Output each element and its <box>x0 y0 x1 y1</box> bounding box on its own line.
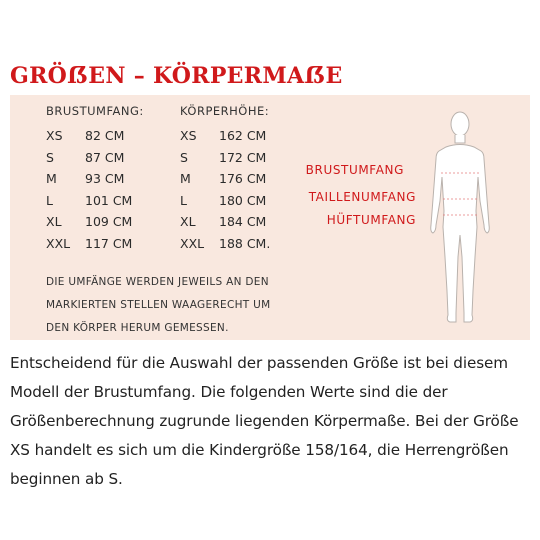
size-value: 188 CM. <box>219 235 271 251</box>
size-value: 180 CM <box>219 192 267 208</box>
size-label: XXL <box>46 235 71 251</box>
size-label: L <box>180 192 187 208</box>
chest-header: BRUSTUMFANG: <box>46 104 144 118</box>
table-row <box>46 125 144 147</box>
measurement-note: DIE UMFÄNGE WERDEN JEWEILS AN DEN MARKIERTEN STELLEN WAAGERECHT UM DEN KÖRPER HERUM GEMESSEN. <box>46 276 271 334</box>
size-label: S <box>180 149 188 165</box>
height-column <box>180 103 270 254</box>
table-row <box>46 233 144 255</box>
table-row <box>180 211 270 233</box>
size-value: 82 CM <box>85 128 125 143</box>
size-label: XXL <box>180 235 205 251</box>
table-row <box>180 168 270 190</box>
body-figure-icon <box>420 107 500 332</box>
table-row <box>180 233 270 255</box>
waist-measure-label: TAILLENUMFANG <box>308 190 416 204</box>
height-header: KÖRPERHÖHE: <box>180 104 270 118</box>
chest-measure-label: BRUSTUMFANG <box>305 163 404 177</box>
table-row <box>46 190 144 212</box>
size-label: XL <box>180 214 196 229</box>
size-label: L <box>46 192 53 208</box>
size-value: 172 CM <box>219 149 267 165</box>
size-value: 87 CM <box>85 149 125 165</box>
size-label: XS <box>180 128 197 143</box>
size-label: XL <box>46 214 62 229</box>
size-label: M <box>46 171 57 186</box>
table-row <box>180 190 270 212</box>
table-row <box>46 211 144 233</box>
size-label: M <box>180 171 191 186</box>
size-value: 93 CM <box>85 171 125 186</box>
size-panel <box>10 95 530 340</box>
size-value: 184 CM <box>219 214 267 229</box>
table-row <box>46 147 144 169</box>
size-value: 101 CM <box>85 192 133 208</box>
table-row <box>46 168 144 190</box>
page-title: GRÖẞEN – KÖRPERMAẞE <box>10 63 343 89</box>
chest-column <box>46 103 144 254</box>
table-row <box>180 147 270 169</box>
table-row <box>180 125 270 147</box>
size-value: 109 CM <box>85 214 133 229</box>
size-value: 162 CM <box>219 128 267 143</box>
size-value: 176 CM <box>219 171 267 186</box>
description-paragraph: Entscheidend für die Auswahl der passenden Größe ist bei diesem Modell der Brustumfang. Die folgenden Werte sind die der Größenberechnung zugrunde liegenden Körpermaße. Bei der Größe XS handelt es sich um die Kindergröße 158/164, die Herrengrößen beginnen ab S. <box>10 354 519 488</box>
hip-measure-label: HÜFTUMFANG <box>326 213 416 227</box>
description-text <box>10 349 530 494</box>
size-label: XS <box>46 128 63 143</box>
size-label: S <box>46 149 54 165</box>
size-value: 117 CM <box>85 235 133 251</box>
